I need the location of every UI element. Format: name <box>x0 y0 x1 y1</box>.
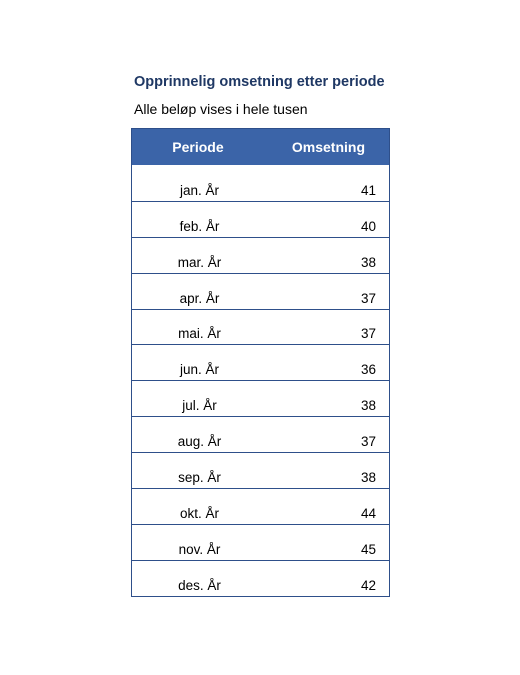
row-period: des. År <box>178 577 221 593</box>
row-revenue: 37 <box>360 326 376 342</box>
row-period: jan. År <box>179 182 220 198</box>
row-revenue: 41 <box>360 182 376 198</box>
table-row <box>132 237 389 273</box>
row-period: apr. År <box>179 290 220 306</box>
table-row <box>132 273 389 309</box>
table-row <box>132 344 389 380</box>
row-revenue: 42 <box>360 577 376 593</box>
page-subtitle: Alle beløp vises i hele tusen <box>134 101 308 117</box>
header-revenue: Omsetning <box>291 139 365 155</box>
table-row <box>132 560 389 596</box>
table-row <box>132 452 389 488</box>
row-revenue: 38 <box>360 470 376 486</box>
row-period: jun. År <box>179 362 220 378</box>
row-revenue: 38 <box>360 398 376 414</box>
table-row <box>132 165 389 201</box>
table-row <box>132 488 389 524</box>
table-row <box>132 309 389 345</box>
row-period: okt. År <box>179 505 219 521</box>
table-row <box>132 524 389 560</box>
row-revenue: 37 <box>360 290 376 306</box>
table-row <box>132 416 389 452</box>
table-header <box>132 129 389 165</box>
row-revenue: 36 <box>360 362 376 378</box>
row-revenue: 40 <box>360 218 376 234</box>
revenue-table <box>131 128 390 597</box>
row-period: aug. År <box>177 434 222 450</box>
row-period: feb. År <box>179 218 220 234</box>
header-period: Periode <box>172 139 224 155</box>
row-revenue: 37 <box>360 434 376 450</box>
page-title: Opprinnelig omsetning etter periode <box>134 74 385 90</box>
row-revenue: 44 <box>360 505 376 521</box>
row-period: sep. År <box>178 470 221 486</box>
row-revenue: 38 <box>360 254 376 270</box>
row-revenue: 45 <box>360 541 376 557</box>
table-row <box>132 201 389 237</box>
row-period: mar. År <box>177 254 222 270</box>
row-period: mai. År <box>178 326 221 342</box>
table-body <box>132 165 389 596</box>
row-period: nov. År <box>178 541 221 557</box>
table-row <box>132 380 389 416</box>
row-period: jul. År <box>182 398 217 414</box>
